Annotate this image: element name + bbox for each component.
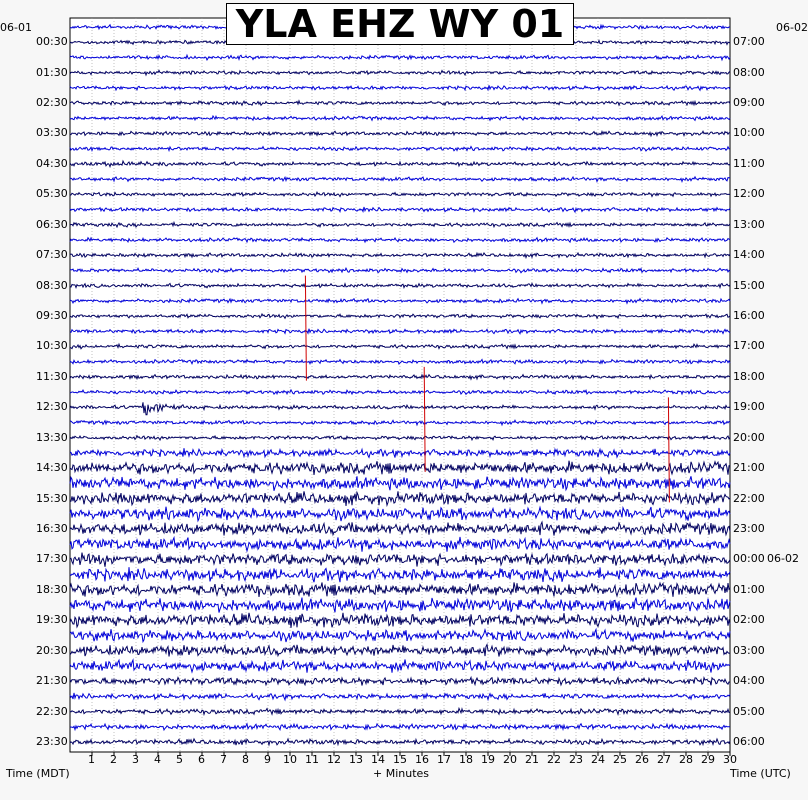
x-tick-label: 19 bbox=[481, 753, 495, 766]
right-time-label: 21:00 bbox=[733, 461, 765, 475]
left-time-label: 23:30 bbox=[36, 735, 68, 748]
right-time-label: 14:00 bbox=[733, 248, 765, 262]
left-time-label: 03:30 bbox=[36, 126, 68, 140]
y-axis-left-label: Time (MDT) bbox=[6, 767, 70, 780]
left-time-label: 00:30 bbox=[36, 35, 68, 49]
right-time-label: 05:00 bbox=[733, 704, 765, 718]
y-axis-right-label: Time (UTC) bbox=[730, 767, 791, 780]
date-left: 06-01 bbox=[0, 21, 32, 34]
right-time-label: 23:00 bbox=[733, 522, 765, 536]
x-tick-label: 9 bbox=[264, 753, 271, 766]
x-tick-label: 21 bbox=[525, 753, 539, 766]
x-tick-label: 6 bbox=[198, 753, 205, 766]
right-time-label: 11:00 bbox=[733, 156, 765, 170]
date-right-inline: 06-02 bbox=[767, 552, 799, 566]
x-tick-label: 2 bbox=[110, 753, 117, 766]
left-time-label: 16:30 bbox=[36, 522, 68, 536]
x-tick-label: 17 bbox=[437, 753, 451, 766]
left-time-label: 08:30 bbox=[36, 278, 68, 292]
x-tick-label: 18 bbox=[459, 753, 473, 766]
chart-title: YLA EHZ WY 01 bbox=[226, 3, 574, 45]
right-time-label: 03:00 bbox=[733, 643, 765, 657]
right-time-label: 07:00 bbox=[733, 35, 765, 49]
x-tick-label: 24 bbox=[591, 753, 605, 766]
left-time-label: 15:30 bbox=[36, 491, 68, 505]
left-time-label: 11:30 bbox=[36, 369, 68, 383]
right-time-label: 01:00 bbox=[733, 582, 765, 596]
x-tick-label: 16 bbox=[415, 753, 429, 766]
x-tick-label: 5 bbox=[176, 753, 183, 766]
left-time-label: 21:30 bbox=[36, 674, 68, 688]
right-time-label: 00:00 bbox=[733, 552, 765, 566]
x-tick-label: 4 bbox=[154, 753, 161, 766]
right-time-label: 15:00 bbox=[733, 278, 765, 292]
left-time-label: 06:30 bbox=[36, 217, 68, 231]
x-tick-label: 14 bbox=[371, 753, 385, 766]
left-time-label: 10:30 bbox=[36, 339, 68, 353]
left-time-label: 18:30 bbox=[36, 582, 68, 596]
x-tick-label: 7 bbox=[220, 753, 227, 766]
x-tick-label: 13 bbox=[349, 753, 363, 766]
x-axis-label: + Minutes bbox=[373, 767, 430, 780]
right-time-label: 08:00 bbox=[733, 65, 765, 79]
right-time-label: 16:00 bbox=[733, 309, 765, 323]
left-time-label: 12:30 bbox=[36, 400, 68, 414]
x-tick-label: 30 bbox=[723, 753, 737, 766]
right-time-label: 19:00 bbox=[733, 400, 765, 414]
right-time-label: 22:00 bbox=[733, 491, 765, 505]
x-tick-label: 11 bbox=[305, 753, 319, 766]
x-tick-label: 29 bbox=[701, 753, 715, 766]
right-time-label: 13:00 bbox=[733, 217, 765, 231]
date-right: 06-02 bbox=[776, 21, 808, 34]
x-tick-label: 25 bbox=[613, 753, 627, 766]
left-time-label: 05:30 bbox=[36, 187, 68, 201]
left-time-label: 20:30 bbox=[36, 643, 68, 657]
right-time-label: 18:00 bbox=[733, 369, 765, 383]
x-tick-label: 22 bbox=[547, 753, 561, 766]
right-time-label: 09:00 bbox=[733, 96, 765, 110]
x-tick-label: 1 bbox=[88, 753, 95, 766]
right-time-label: 04:00 bbox=[733, 674, 765, 688]
left-time-label: 14:30 bbox=[36, 461, 68, 475]
right-time-label: 20:00 bbox=[733, 430, 765, 444]
x-tick-label: 8 bbox=[242, 753, 249, 766]
x-tick-label: 12 bbox=[327, 753, 341, 766]
right-time-label: 10:00 bbox=[733, 126, 765, 140]
left-time-label: 17:30 bbox=[36, 552, 68, 566]
left-time-label: 22:30 bbox=[36, 704, 68, 718]
left-time-label: 02:30 bbox=[36, 96, 68, 110]
right-time-label: 02:00 bbox=[733, 613, 765, 627]
x-tick-label: 27 bbox=[657, 753, 671, 766]
right-time-label: 06:00 bbox=[733, 735, 765, 748]
x-tick-label: 20 bbox=[503, 753, 517, 766]
left-time-label: 19:30 bbox=[36, 613, 68, 627]
x-tick-label: 23 bbox=[569, 753, 583, 766]
left-time-label: 09:30 bbox=[36, 309, 68, 323]
left-time-label: 04:30 bbox=[36, 156, 68, 170]
left-time-label: 01:30 bbox=[36, 65, 68, 79]
x-tick-label: 3 bbox=[132, 753, 139, 766]
right-time-label: 12:00 bbox=[733, 187, 765, 201]
right-time-label: 17:00 bbox=[733, 339, 765, 353]
x-tick-label: 26 bbox=[635, 753, 649, 766]
left-time-label: 07:30 bbox=[36, 248, 68, 262]
left-time-label: 13:30 bbox=[36, 430, 68, 444]
x-tick-label: 15 bbox=[393, 753, 407, 766]
x-tick-label: 10 bbox=[283, 753, 297, 766]
x-tick-label: 28 bbox=[679, 753, 693, 766]
